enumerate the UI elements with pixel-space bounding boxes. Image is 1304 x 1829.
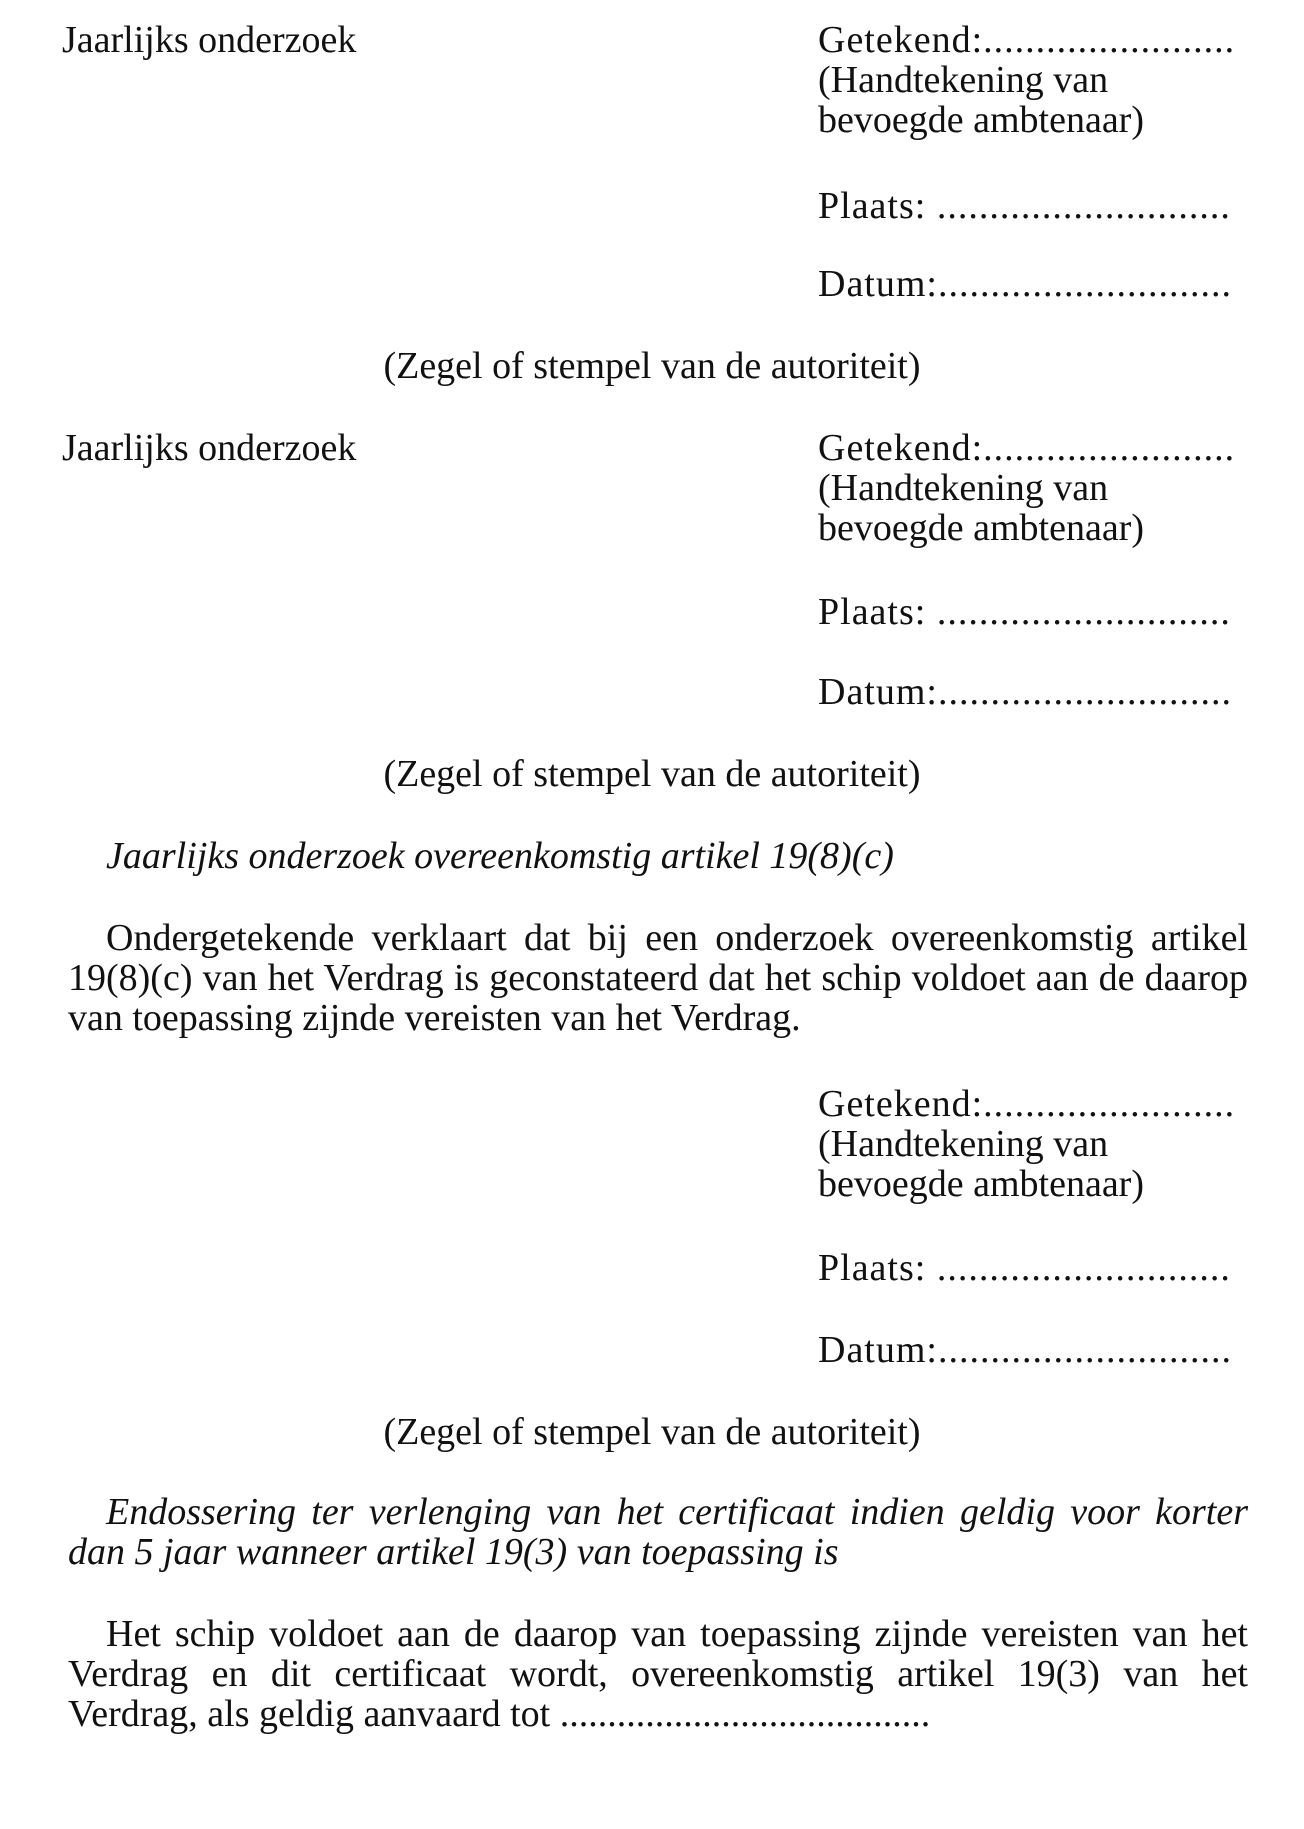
section-3-signed-field: Getekend:........................ [818,1083,1236,1125]
section-1-signed-field: Getekend:........................ [818,19,1236,61]
section-1-signature-note-2: bevoegde ambtenaar) [818,99,1144,141]
section-2-signature-note-1: (Handtekening van [818,467,1109,509]
section-4-body [68,1614,1248,1734]
section-3-date-field: Datum:............................ [818,1329,1232,1371]
section-3-body-text: Ondergetekende verklaart dat bij een onderzoek overeenkomstig artikel 19(8)(c) van het Verdrag is geconstateerd dat het schip voldoet aan de daarop van toepassing zijnde vereisten van het Verdrag. [68,917,1248,1039]
section-1-signature-note-1: (Handtekening van [818,59,1109,101]
section-4-heading-block [68,1492,1248,1572]
section-1-date-field: Datum:............................ [818,263,1232,305]
section-2-place-field: Plaats: ............................ [818,591,1231,633]
section-3-body [68,918,1248,1038]
section-1-place-field: Plaats: ............................ [818,185,1231,227]
section-3-heading: Jaarlijks onderzoek overeenkomstig artikel 19(8)(c) [106,835,894,877]
section-3-seal-note: (Zegel of stempel van de autoriteit) [383,1411,921,1453]
section-2-date-field: Datum:............................ [818,671,1232,713]
section-3-signature-note-1: (Handtekening van [818,1123,1109,1165]
section-1-heading: Jaarlijks onderzoek [62,19,357,61]
section-2-heading: Jaarlijks onderzoek [62,427,357,469]
section-1-seal-note: (Zegel of stempel van de autoriteit) [383,345,921,387]
section-4-heading: Endossering ter verlenging van het certificaat indien geldig voor korter dan 5 jaar wanneer artikel 19(3) van toepassing is [68,1491,1248,1573]
section-4-body-text: Het schip voldoet aan de daarop van toepassing zijnde vereisten van het Verdrag en dit certificaat wordt, overeenkomstig artikel 19(3) van het Verdrag, als geldig aanvaard tot ....................................... [68,1613,1248,1735]
section-3-signature-note-2: bevoegde ambtenaar) [818,1163,1144,1205]
section-2-signed-field: Getekend:........................ [818,427,1236,469]
section-2-signature-note-2: bevoegde ambtenaar) [818,507,1144,549]
section-2-seal-note: (Zegel of stempel van de autoriteit) [383,753,921,795]
section-3-place-field: Plaats: ............................ [818,1247,1231,1289]
